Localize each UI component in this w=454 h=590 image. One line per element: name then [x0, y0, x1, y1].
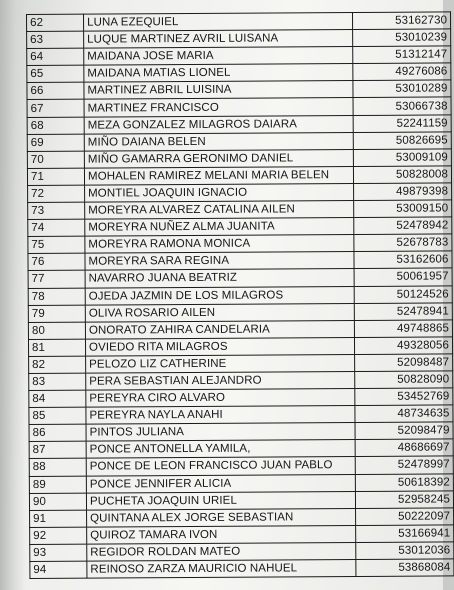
student-id-number: 50618392 [355, 473, 453, 491]
row-number: 63 [27, 31, 84, 48]
row-number: 92 [30, 527, 87, 544]
table-row [30, 559, 454, 579]
row-number: 78 [28, 288, 85, 305]
student-name: LUNA EZEQUIEL [84, 13, 353, 32]
student-name: MEZA GONZALEZ MILAGROS DAIARA [84, 115, 353, 134]
student-name: PERA SEBASTIAN ALEJANDRO [86, 371, 355, 390]
student-id-number: 49879398 [354, 183, 452, 201]
student-name: MOREYRA RAMONA MONICA [85, 235, 354, 254]
table-body [27, 12, 454, 579]
student-id-number: 53012036 [356, 542, 454, 560]
student-id-number: 52478997 [355, 456, 453, 474]
student-id-number: 52958245 [355, 491, 453, 509]
student-name: LUQUE MARTINEZ AVRIL LUISANA [84, 30, 353, 49]
student-name: MOREYRA SARA REGINA [85, 252, 354, 271]
student-id-number: 53009150 [354, 200, 452, 218]
student-name: PEREYRA NAYLA ANAHI [86, 406, 355, 425]
row-number: 66 [27, 83, 84, 100]
student-name: PONCE DE LEON FRANCISCO JUAN PABLO [86, 457, 355, 476]
student-id-number: 53010239 [353, 29, 451, 47]
row-number: 69 [27, 134, 84, 151]
row-number: 71 [27, 168, 84, 185]
student-id-number: 50828008 [353, 166, 451, 184]
student-name: REINOSO ZARZA MAURICIO NAHUEL [87, 559, 356, 578]
page-shadow [0, 0, 26, 590]
student-list-table [26, 11, 454, 579]
student-name: QUINTANA ALEX JORGE SEBASTIAN [87, 508, 356, 527]
row-number: 87 [29, 441, 86, 458]
row-number: 72 [28, 185, 85, 202]
student-name: PONCE JENNIFER ALICIA [86, 474, 355, 493]
row-number: 64 [27, 48, 84, 65]
row-number: 85 [29, 407, 86, 424]
row-number: 83 [29, 373, 86, 390]
row-number: 79 [28, 305, 85, 322]
row-number: 76 [28, 253, 85, 270]
student-id-number: 52478942 [354, 217, 452, 235]
row-number: 81 [28, 339, 85, 356]
student-id-number: 50826695 [353, 132, 451, 150]
row-number: 91 [30, 510, 87, 527]
student-id-number: 48686697 [355, 439, 453, 457]
student-name: PUCHETA JOAQUIN URIEL [86, 491, 355, 510]
student-id-number: 48734635 [355, 405, 453, 423]
student-name: MOREYRA ALVAREZ CATALINA AILEN [85, 201, 354, 220]
row-number: 94 [30, 561, 87, 578]
row-number: 86 [29, 424, 86, 441]
row-number: 62 [27, 14, 84, 31]
student-id-number: 53162730 [352, 12, 450, 30]
student-id-number: 51312147 [353, 46, 451, 64]
row-number: 80 [28, 322, 85, 339]
student-id-number: 52478941 [354, 302, 452, 320]
student-id-number: 52098479 [355, 422, 453, 440]
student-name: REGIDOR ROLDAN MATEO [87, 542, 356, 561]
student-name: MARTINEZ ABRIL LUISINA [84, 81, 353, 100]
student-id-number: 52098487 [355, 354, 453, 372]
student-id-number: 53166941 [356, 525, 454, 543]
student-name: MAIDANA MATIAS LIONEL [84, 64, 353, 83]
student-name: MIÑO DAIANA BELEN [84, 132, 353, 151]
student-id-number: 49276086 [353, 63, 451, 81]
student-name: MARTINEZ FRANCISCO [84, 98, 353, 117]
row-number: 88 [29, 459, 86, 476]
student-id-number: 49748865 [354, 320, 452, 338]
row-number: 82 [29, 356, 86, 373]
student-name: PONCE ANTONELLA YAMILA, [86, 440, 355, 459]
student-id-number: 53009109 [353, 149, 451, 167]
student-name: OVIEDO RITA MILAGROS [85, 337, 354, 356]
student-id-number: 53452769 [355, 388, 453, 406]
row-number: 77 [28, 271, 85, 288]
student-id-number: 53162606 [354, 251, 452, 269]
student-id-number: 50222097 [356, 508, 454, 526]
student-name: OJEDA JAZMIN DE LOS MILAGROS [85, 286, 354, 305]
student-name: MOREYRA NUÑEZ ALMA JUANITA [85, 218, 354, 237]
student-name: MOHALEN RAMIREZ MELANI MARIA BELEN [84, 166, 353, 185]
student-name: MAIDANA JOSE MARIA [84, 47, 353, 66]
student-name: NAVARRO JUANA BEATRIZ [85, 269, 354, 288]
row-number: 70 [27, 151, 84, 168]
student-name: MONTIEL JOAQUIN IGNACIO [85, 183, 354, 202]
student-name: QUIROZ TAMARA IVON [87, 525, 356, 544]
student-id-number: 50061957 [354, 268, 452, 286]
student-id-number: 50828090 [355, 371, 453, 389]
row-number: 67 [27, 100, 84, 117]
student-id-number: 49328056 [354, 337, 452, 355]
row-number: 65 [27, 65, 84, 82]
row-number: 93 [30, 544, 87, 561]
row-number: 74 [28, 219, 85, 236]
student-name: PINTOS JULIANA [86, 423, 355, 442]
student-name: PEREYRA CIRO ALVARO [86, 389, 355, 408]
row-number: 84 [29, 390, 86, 407]
row-number: 75 [28, 236, 85, 253]
student-name: OLIVA ROSARIO AILEN [85, 303, 354, 322]
student-id-number: 52678783 [354, 234, 452, 252]
student-id-number: 50124526 [354, 285, 452, 303]
student-id-number: 53010289 [353, 80, 451, 98]
row-number: 90 [29, 493, 86, 510]
student-id-number: 53868084 [356, 559, 454, 577]
student-name: PELOZO LIZ CATHERINE [86, 354, 355, 373]
student-id-number: 53066738 [353, 97, 451, 115]
row-number: 68 [27, 117, 84, 134]
student-id-number: 52241159 [353, 114, 451, 132]
student-name: ONORATO ZAHIRA CANDELARIA [85, 320, 354, 339]
row-number: 89 [29, 476, 86, 493]
row-number: 73 [28, 202, 85, 219]
student-name: MIÑO GAMARRA GERONIMO DANIEL [84, 149, 353, 168]
